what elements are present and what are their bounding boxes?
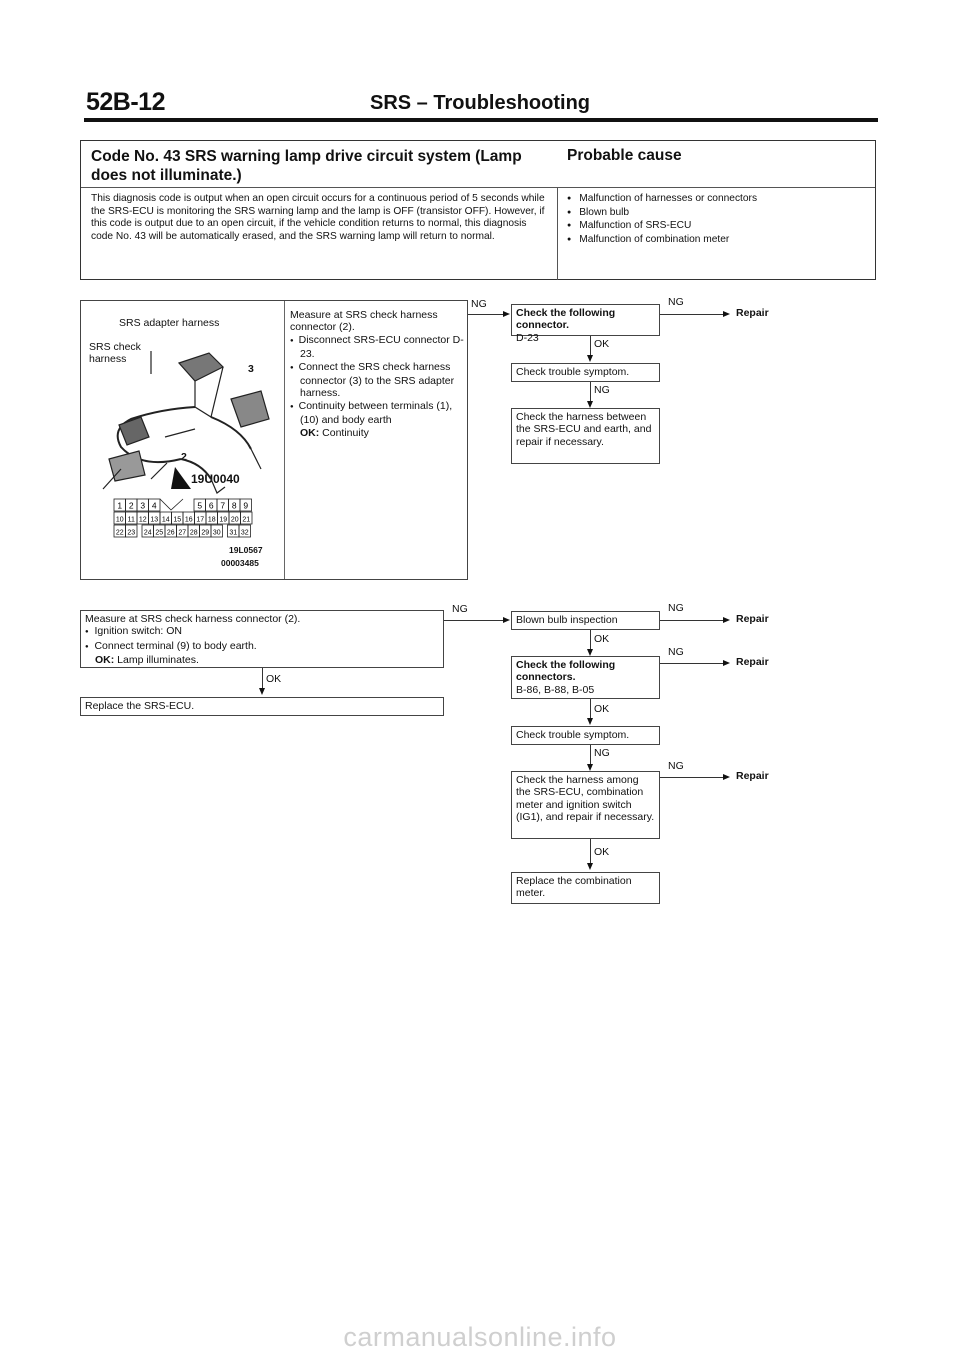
ng-label: NG (594, 384, 610, 396)
connector-pin (114, 525, 126, 537)
arrow-right-icon (723, 311, 730, 317)
svg-text:3: 3 (140, 500, 146, 511)
connector-pin (165, 525, 177, 537)
code-description: This diagnosis code is output when an open circuit occurs for a continuous period of 5 seconds while the SRS-ECU is monitoring the SRS warning lamp and the lamp is OFF (transistor OFF). However, if this code is output due to an open circuit, if the vehicle condition returns to normal, this diagnosis code No. 43 will be automatically erased, and the SRS warning lamp will return to normal. (91, 193, 545, 242)
table-column-divider (557, 187, 558, 280)
arrow-right-icon (503, 311, 510, 317)
step1-item: ● Continuity between terminals (1), (10) and body earth (290, 400, 464, 427)
svg-text:26: 26 (166, 529, 175, 537)
flow-line (660, 663, 724, 664)
connector-pin (126, 499, 138, 511)
ok-label: OK (266, 673, 282, 685)
cause-list (567, 193, 757, 247)
connector-pin (195, 512, 207, 524)
connector-pin (188, 525, 200, 537)
flow-line (590, 336, 591, 356)
connector-pin (229, 512, 241, 524)
check-harness-ig1-box (511, 771, 660, 839)
svg-text:23: 23 (127, 529, 136, 537)
connector-pin (206, 512, 218, 524)
step2-ok-label: OK: (95, 654, 115, 667)
flow-a-box1-code: D-23 (516, 331, 539, 344)
svg-text:32: 32 (240, 529, 249, 537)
code-table (80, 140, 876, 280)
check-trouble-symptom-box (511, 726, 660, 745)
flow-line (590, 630, 591, 650)
svg-text:10: 10 (115, 516, 124, 524)
step1-ok-label: OK: (300, 426, 320, 439)
connector-pin (217, 499, 229, 511)
svg-text:27: 27 (178, 529, 187, 537)
connector-pin (154, 525, 166, 537)
connector-pin (183, 512, 195, 524)
svg-text:20: 20 (230, 516, 239, 524)
code-heading: Code No. 43 SRS warning lamp drive circuit system (Lamp does not illuminate.) (91, 148, 522, 184)
cause-item: ● Malfunction of SRS-ECU (567, 220, 757, 234)
svg-text:9: 9 (243, 500, 249, 511)
svg-text:24: 24 (143, 529, 152, 537)
check-connectors-b-box (511, 656, 660, 699)
connector-pin (218, 512, 230, 524)
svg-text:28: 28 (189, 529, 198, 537)
step1-item: ● Connect the SRS check harness connector (3) to the SRS adapter harness. (290, 361, 464, 400)
flow-line (590, 745, 591, 765)
svg-text:8: 8 (231, 500, 237, 511)
svg-text:1: 1 (117, 500, 123, 511)
flow-b-box3-text: Check trouble symptom. (516, 729, 630, 741)
replace-meter-box (511, 872, 660, 904)
ng-label: NG (668, 760, 684, 772)
step1-ok-text: Continuity (322, 426, 369, 439)
svg-text:30: 30 (212, 529, 221, 537)
flow-line (444, 620, 504, 621)
step1-instructions (290, 309, 464, 439)
flow-b-box5-text: Replace the combination meter. (516, 875, 632, 900)
figure-divider (284, 301, 285, 579)
connector-pin (240, 499, 252, 511)
ok-label: OK (594, 633, 610, 645)
ng-label: NG (452, 603, 468, 615)
connector-pin (142, 525, 154, 537)
connector-pin (114, 499, 126, 511)
flow-line (468, 314, 504, 315)
pin-layout (111, 497, 271, 539)
connector-pin (200, 525, 212, 537)
arrow-right-icon (723, 617, 730, 623)
arrow-right-icon (723, 660, 730, 666)
blown-bulb-box (511, 611, 660, 630)
step2-intro: Measure at SRS check harness connector (2). (85, 613, 301, 625)
ng-label: NG (594, 747, 610, 759)
connector-pin (114, 512, 126, 524)
flow-line (660, 314, 724, 315)
ng-label: NG (471, 298, 487, 310)
watermark: carmanualsonline.info (343, 1322, 617, 1352)
flow-a-box1-title: Check the following connector. (516, 307, 616, 332)
step2-item: ● Connect terminal (9) to body earth. (85, 639, 257, 652)
svg-text:17: 17 (196, 516, 205, 524)
flow-b-box4-text: Check the harness among the SRS-ECU, combination meter and ignition switch (IG1), and repair if necessary. (516, 774, 655, 824)
connector-pin (160, 512, 172, 524)
svg-text:4: 4 (151, 500, 157, 511)
arrow-down-icon (587, 401, 593, 408)
step2-item: ● Ignition switch: ON (85, 625, 183, 638)
ng-label: NG (668, 296, 684, 308)
arrow-down-icon (587, 718, 593, 725)
connector-pin (239, 525, 251, 537)
flow-line (660, 620, 724, 621)
connector-pin (137, 512, 149, 524)
flow-a-box2-text: Check trouble symptom. (516, 366, 630, 378)
connector-pin (229, 499, 241, 511)
repair-label: Repair (736, 613, 769, 625)
svg-text:29: 29 (201, 529, 210, 537)
arrow-right-icon (503, 617, 510, 623)
svg-text:11: 11 (127, 516, 135, 524)
adapter-harness-label: SRS adapter harness (119, 317, 220, 329)
ok-label: OK (594, 846, 610, 858)
repair-label: Repair (736, 770, 769, 782)
ok-label: OK (594, 703, 610, 715)
connector-pin (149, 499, 161, 511)
ng-label: NG (668, 646, 684, 658)
arrow-down-icon (587, 355, 593, 362)
arrow-down-icon (259, 688, 265, 695)
flow-a-box3-text: Check the harness between the SRS-ECU and earth, and repair if necessary. (516, 411, 652, 448)
header-rule (84, 118, 878, 122)
ng-label: NG (668, 602, 684, 614)
connector-pin (172, 512, 184, 524)
connector-pin (126, 525, 138, 537)
connector-pin (149, 512, 161, 524)
arrow-down-icon (587, 764, 593, 771)
svg-text:14: 14 (161, 516, 170, 524)
svg-text:18: 18 (207, 516, 216, 524)
arrow-right-icon (723, 774, 730, 780)
svg-text:12: 12 (138, 516, 147, 524)
repair-label: Repair (736, 656, 769, 668)
connector-pin (126, 512, 138, 524)
cause-item: ● Malfunction of combination meter (567, 234, 757, 248)
connector-notch (160, 499, 183, 510)
arrow-down-icon (587, 863, 593, 870)
svg-text:31: 31 (229, 529, 238, 537)
callout-2: 2 (181, 451, 187, 463)
flow-b-box2-codes: B-86, B-88, B-05 (516, 683, 595, 696)
replace-ecu-box (80, 697, 444, 716)
svg-text:15: 15 (173, 516, 182, 524)
flow-line (660, 777, 724, 778)
flow-line (590, 382, 591, 402)
flow-line (590, 839, 591, 864)
harness-illustration (91, 329, 281, 499)
check-harness-label: SRS check harness (89, 341, 141, 365)
svg-text:13: 13 (150, 516, 159, 524)
step1-ok (290, 427, 464, 439)
flow-b-box2-title: Check the following connectors. (516, 659, 616, 684)
callout-3: 3 (248, 363, 254, 375)
step2-replace: Replace the SRS-ECU. (85, 700, 195, 712)
svg-text:22: 22 (115, 529, 124, 537)
repair-label: Repair (736, 307, 769, 319)
svg-text:16: 16 (184, 516, 193, 524)
arrow-down-icon (587, 649, 593, 656)
step2-ok (85, 654, 439, 666)
flow-b-box1-text: Blown bulb inspection (516, 614, 618, 626)
connector-pin (194, 499, 206, 511)
probable-cause-heading: Probable cause (567, 147, 682, 164)
step1-item: ● Disconnect SRS-ECU connector D-23. (290, 334, 464, 361)
svg-text:5: 5 (197, 500, 203, 511)
connector-pin (211, 525, 223, 537)
svg-text:2: 2 (128, 500, 134, 511)
svg-text:21: 21 (242, 516, 251, 524)
step1-intro: Measure at SRS check harness connector (2). (290, 309, 438, 334)
svg-text:6: 6 (208, 500, 214, 511)
figure-code-a: 19L0567 (229, 545, 263, 555)
table-divider (81, 187, 875, 188)
connector-pin (177, 525, 189, 537)
check-harness-earth-box (511, 408, 660, 464)
page-number: 52B-12 (86, 88, 165, 116)
connector-pin (137, 499, 149, 511)
svg-text:7: 7 (220, 500, 226, 511)
flow-line (262, 668, 263, 689)
step2-item-text: Ignition switch: ON (94, 625, 183, 638)
cause-item: ● Blown bulb (567, 207, 757, 221)
connector-pin (241, 512, 253, 524)
check-trouble-symptom-box (511, 363, 660, 382)
step2-ok-text: Lamp illuminates. (117, 654, 199, 667)
figure-code-b: 00003485 (221, 558, 259, 568)
step2-box (80, 610, 444, 668)
page-title: SRS – Troubleshooting (370, 92, 591, 114)
svg-text:25: 25 (155, 529, 164, 537)
step2-item-text: Connect terminal (9) to body earth. (94, 639, 257, 652)
step1-box (80, 300, 468, 580)
figure-code: 19U0040 (191, 472, 240, 486)
ok-label: OK (594, 338, 610, 350)
cause-item: ● Malfunction of harnesses or connectors (567, 193, 757, 207)
connector-pin (206, 499, 218, 511)
flow-line (590, 699, 591, 719)
svg-text:19: 19 (219, 516, 228, 524)
connector-pin (228, 525, 240, 537)
